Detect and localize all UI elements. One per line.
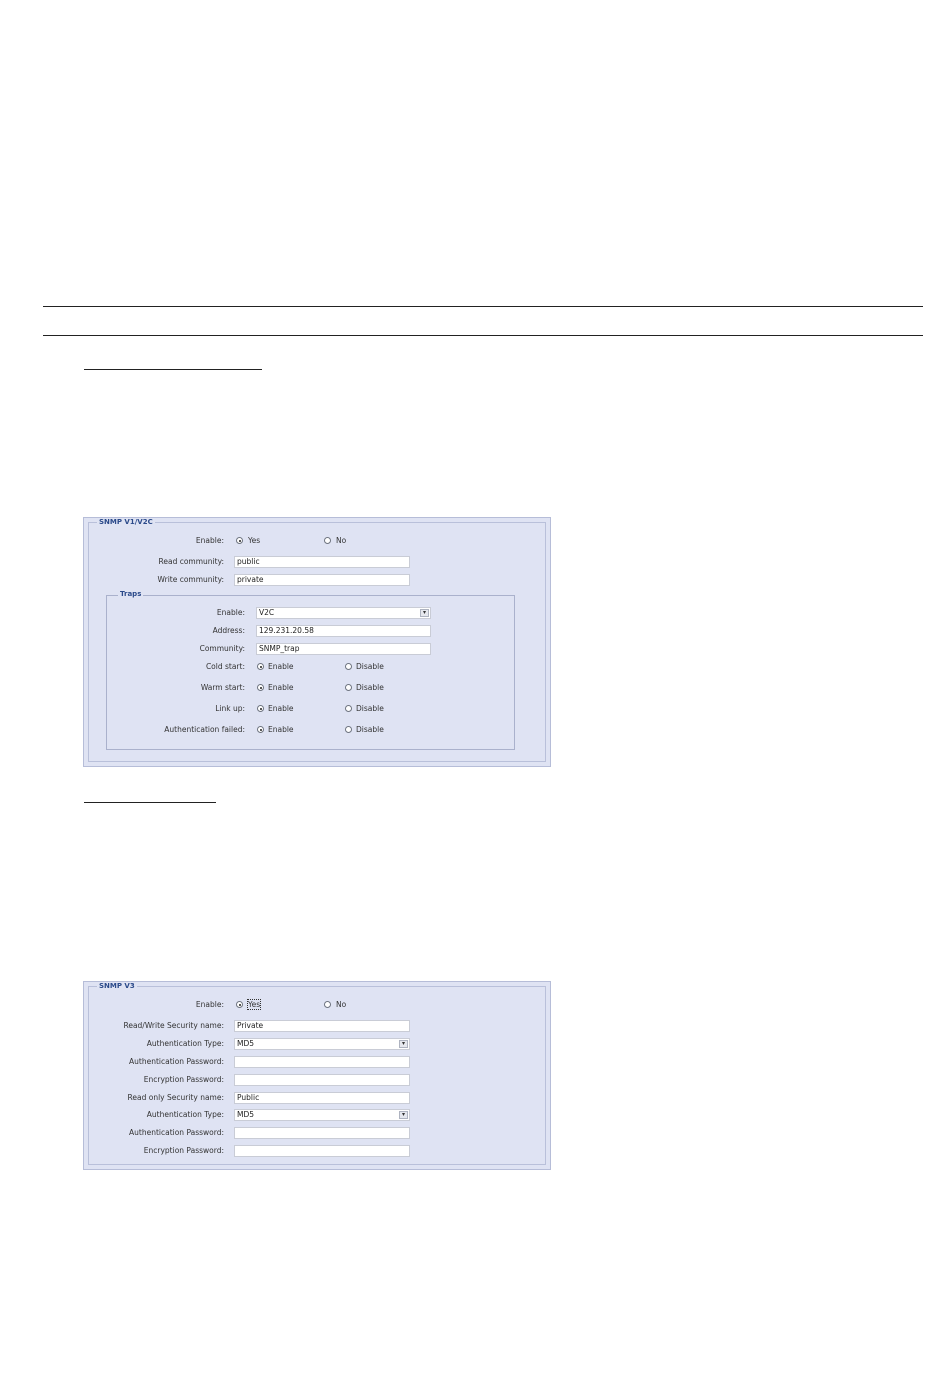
enable-no-radio[interactable] — [324, 537, 331, 544]
v3-enable-no-radio[interactable] — [324, 1001, 331, 1008]
auth-failed-disable-radio[interactable] — [345, 726, 352, 733]
enable-no-label: No — [336, 536, 347, 545]
top-rule — [43, 306, 923, 307]
v3-enable-yes-radio[interactable] — [236, 1001, 243, 1008]
enable-yes-label: Yes — [248, 536, 261, 545]
auth-failed-enable-radio[interactable] — [257, 726, 264, 733]
cold-start-disable-label: Disable — [356, 662, 384, 671]
trap-version-select[interactable] — [256, 607, 431, 619]
link-up-disable-label: Disable — [356, 704, 384, 713]
ro-auth-type-label: Authentication Type: — [146, 1110, 224, 1119]
ro-auth-type-value: MD5 — [237, 1110, 255, 1119]
cold-start-enable-label: Enable — [268, 662, 294, 671]
cold-start-enable-radio[interactable] — [257, 663, 264, 670]
trap-version-value: V2C — [259, 608, 275, 617]
ro-auth-type-select[interactable] — [234, 1109, 410, 1121]
snmp-v1v2c-legend: SNMP V1/V2C — [99, 518, 153, 526]
warm-start-enable-label: Enable — [268, 683, 294, 692]
warm-start-disable-label: Disable — [356, 683, 384, 692]
chevron-down-icon[interactable]: ▾ — [399, 1040, 408, 1048]
ro-encryption-password-label: Encryption Password: — [143, 1146, 224, 1155]
link-up-disable-radio[interactable] — [345, 705, 352, 712]
trap-enable-label: Enable: — [216, 608, 245, 617]
link-up-label: Link up: — [215, 704, 245, 713]
rw-security-name-label: Read/Write Security name: — [123, 1021, 224, 1030]
auth-failed-disable-label: Disable — [356, 725, 384, 734]
bottom-rule — [43, 335, 923, 336]
rw-auth-type-value: MD5 — [237, 1039, 255, 1048]
traps-legend: Traps — [120, 590, 142, 598]
cold-start-disable-radio[interactable] — [345, 663, 352, 670]
ro-encryption-password-input[interactable] — [234, 1145, 410, 1157]
read-community-input[interactable]: public — [234, 556, 410, 568]
write-community-label: Write community: — [157, 575, 224, 584]
trap-community-input[interactable]: SNMP_trap — [256, 643, 431, 655]
rw-auth-type-select[interactable] — [234, 1038, 410, 1050]
warm-start-disable-radio[interactable] — [345, 684, 352, 691]
rw-auth-password-input[interactable] — [234, 1056, 410, 1068]
rw-security-name-input[interactable]: Private — [234, 1020, 410, 1032]
ro-security-name-label: Read only Security name: — [127, 1093, 224, 1102]
auth-failed-enable-label: Enable — [268, 725, 294, 734]
enable-label: Enable: — [195, 536, 224, 545]
chevron-down-icon[interactable]: ▾ — [399, 1111, 408, 1119]
ro-auth-password-input[interactable] — [234, 1127, 410, 1139]
warm-start-label: Warm start: — [200, 683, 245, 692]
auth-failed-label: Authentication failed: — [164, 725, 245, 734]
section-link-underline-v1v2c — [84, 369, 262, 370]
ro-security-name-input[interactable]: Public — [234, 1092, 410, 1104]
rw-encryption-password-label: Encryption Password: — [143, 1075, 224, 1084]
rw-encryption-password-input[interactable] — [234, 1074, 410, 1086]
read-community-label: Read community: — [158, 557, 224, 566]
rw-auth-type-label: Authentication Type: — [146, 1039, 224, 1048]
chevron-down-icon[interactable]: ▾ — [420, 609, 429, 617]
v3-enable-no-label: No — [336, 1000, 347, 1009]
trap-community-label: Community: — [199, 644, 245, 653]
warm-start-enable-radio[interactable] — [257, 684, 264, 691]
write-community-input[interactable]: private — [234, 574, 410, 586]
link-up-enable-radio[interactable] — [257, 705, 264, 712]
rw-auth-password-label: Authentication Password: — [129, 1057, 224, 1066]
link-up-enable-label: Enable — [268, 704, 294, 713]
v3-enable-label: Enable: — [195, 1000, 224, 1009]
section-link-underline-v3 — [84, 802, 216, 803]
cold-start-label: Cold start: — [205, 662, 245, 671]
v3-enable-yes-label: Yes — [248, 1000, 261, 1009]
snmp-v3-legend: SNMP V3 — [99, 982, 135, 990]
snmp-v3-panel — [83, 981, 551, 1170]
trap-address-label: Address: — [212, 626, 245, 635]
enable-yes-radio[interactable] — [236, 537, 243, 544]
snmp-v1v2c-panel — [83, 517, 551, 767]
trap-address-input[interactable]: 129.231.20.58 — [256, 625, 431, 637]
ro-auth-password-label: Authentication Password: — [129, 1128, 224, 1137]
